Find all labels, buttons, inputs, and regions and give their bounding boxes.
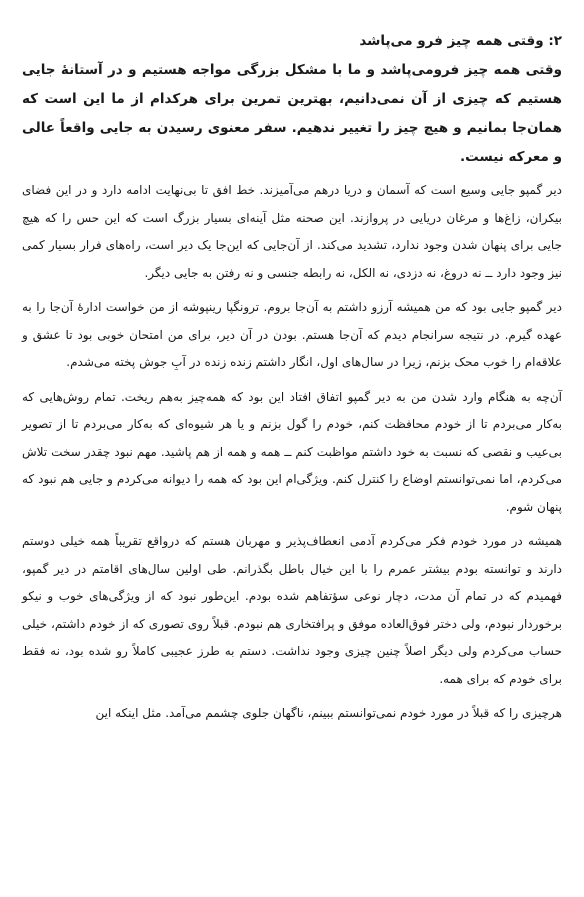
lead-paragraph: وقتی همه چیز فرومی‌پاشد و ما با مشکل بزرگی مواجه هستیم و در آستانهٔ جایی هستیم که چیزی از آن نمی‌دانیم، بهترین تمرین برای هرکدام از ما این است که همان‌جا بمانیم و هیچ چیز را تغییر ندهیم. سفر معنوی رسیدن به جایی واقعاً عالی و معرکه نیست. [22,62,562,165]
body-paragraph: آن‌چه به هنگام وارد شدن من به دیر گمپو اتفاق افتاد این بود که همه‌چیز به‌هم ریخت. تمام روش‌هایی که به‌کار می‌بردم تا از خودم محافظت کنم، خودم را گول بزنم و یا هر شیوه‌ای که به‌کار می‌بردم تا از تصویر بی‌عیب و نقصی که نسبت به خود داشتم مواظبت کنم ــ همه و همه از هم پاشید. مهم نبود چقدر سخت تلاش می‌کردم، اما نمی‌توانستم اوضاع را کنترل کنم. ویژگی‌ام این بود که همه را دیوانه می‌کردم و جایی هم نبود که پنهان شوم. [22,389,562,514]
section-heading: ۲: وقتی همه چیز فرو می‌پاشد [359,33,562,49]
body-paragraph: همیشه در مورد خودم فکر می‌کردم آدمی انعطاف‌پذیر و مهربان هستم که درواقع تقریباً همه خیلی دوستم دارند و توانسته بودم بیشتر عمرم را با این خیال باطل بگذرانم. طی اولین سال‌های اقامتم در دیر گمپو، فهمیدم که در تمام آن مدت، دچار نوعی سؤتفاهم شده بودم. این‌طور نبود که از ویژگی‌های خوب و نیکو برخوردار نبودم، ولی دختر فوق‌العاده موفق و پرافتخاری هم نبودم. قبلاً روی تصوری که از خودم داشتم، خیلی حساب می‌کردم ولی دیگر اصلاً چنین چیزی وجود نداشت. دستم به طرز عجیبی کاملاً رو شده بود، نه فقط برای خودم که برای همه. [22,534,562,686]
page-content [22,30,562,735]
body-paragraph: هرچیزی را که قبلاً در مورد خودم نمی‌توانستم ببینم، ناگهان جلوی چشمم می‌آمد. مثل اینکه این [95,706,562,720]
body-paragraph: دیر گمپو جایی بود که من همیشه آرزو داشتم به آن‌جا بروم. ترونگپا رینپوشه از من خواست ادارهٔ آن‌جا را به عهده گیرم. در نتیجه سرانجام دیدم که آن‌جا هستم. بودن در آن دیر، برای من امتحان خوبی بود تا عشق و علاقه‌ام را خوب محک بزنم، زیرا در سال‌های اول، انگار داشتم زنده زنده در آبِ جوش پخته می‌شدم. [22,300,562,369]
body-paragraph: دیر گمپو جایی وسیع است که آسمان و دریا درهم می‌آمیزند. خط افق تا بی‌نهایت ادامه دارد و در این فضای بیکران، زاغ‌ها و مرغان دریایی در پروازند. این صحنه مثل آینه‌ای بسیار بزرگ است که این حس را که هیچ جایی برای پنهان شدن وجود ندارد، تشدید می‌کند. از آن‌جایی که این‌جا یک دیر است، راه‌های فرار بسیار کمی نیز وجود دارد ــ نه دروغ، نه دزدی، نه الکل، نه رابطه جنسی و نه رفتن به جایی دیگر. [22,183,562,280]
